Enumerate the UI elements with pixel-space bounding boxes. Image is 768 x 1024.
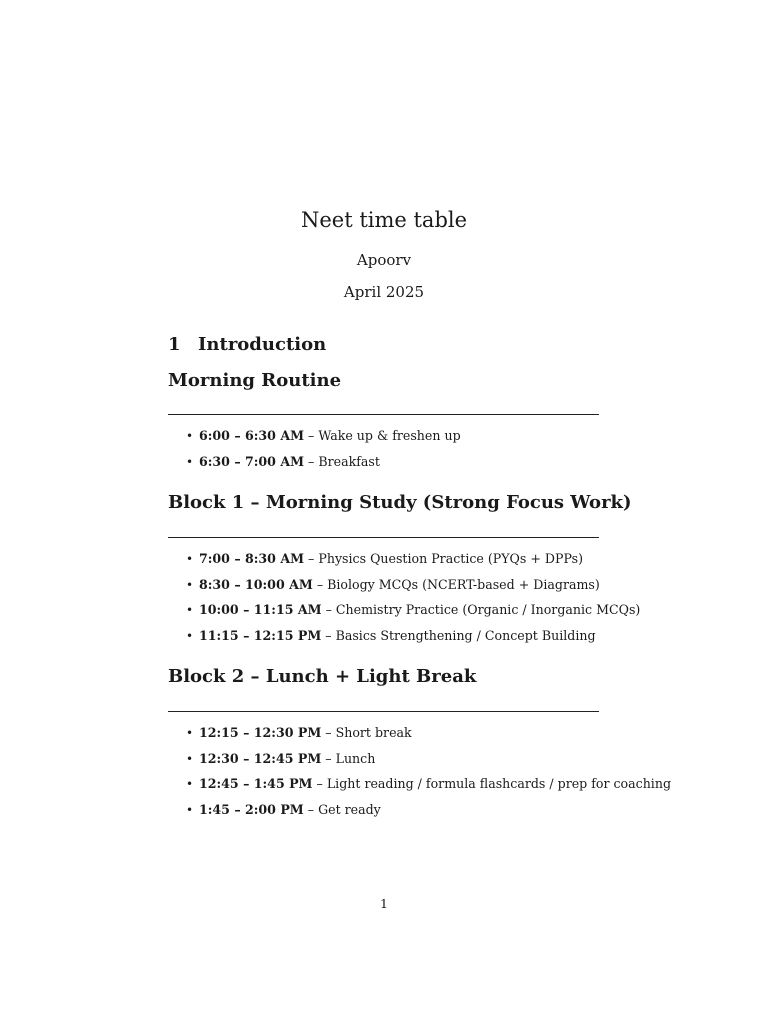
document-author: Apoorv <box>356 251 412 269</box>
item-time: 12:30 – 12:45 PM <box>199 750 322 766</box>
item-time: 12:45 – 1:45 PM <box>199 776 313 791</box>
schedule-item <box>168 627 608 653</box>
item-separator: – <box>304 453 319 469</box>
block-heading: Morning Routine <box>168 370 342 391</box>
block-divider <box>168 711 599 712</box>
item-activity: Biology MCQs (NCERT-based + Diagrams) <box>327 576 600 592</box>
item-time: 10:00 – 11:15 AM <box>199 602 322 617</box>
section-number: 1 <box>168 334 181 355</box>
item-separator: – <box>321 602 336 617</box>
schedule-block-lunch-break <box>168 665 672 825</box>
bullet-icon: • <box>186 802 194 817</box>
bullet-icon: • <box>186 454 194 469</box>
schedule-block-morning-routine <box>168 369 599 479</box>
item-time: 11:15 – 12:15 PM <box>199 627 322 643</box>
section-heading <box>168 333 326 357</box>
schedule-item <box>168 750 608 776</box>
item-time: 6:30 – 7:00 AM <box>199 453 305 469</box>
bullet-icon: • <box>186 751 194 766</box>
block-divider <box>168 537 599 538</box>
item-separator: – <box>321 750 336 766</box>
schedule-item <box>168 801 608 827</box>
item-time: 1:45 – 2:00 PM <box>199 801 304 817</box>
bullet-icon: • <box>186 577 194 592</box>
schedule-list <box>168 427 608 478</box>
item-separator: – <box>312 576 328 592</box>
schedule-block-morning-study <box>168 491 641 651</box>
item-time: 8:30 – 10:00 AM <box>199 576 313 592</box>
item-separator: – <box>321 627 336 643</box>
item-activity: Wake up & freshen up <box>318 428 461 443</box>
schedule-item <box>168 453 608 479</box>
section-title: Introduction <box>198 334 327 355</box>
item-separator: – <box>304 428 319 443</box>
bullet-icon: • <box>186 726 194 740</box>
item-activity: Short break <box>335 725 412 740</box>
schedule-item <box>168 576 608 602</box>
schedule-item <box>168 550 608 576</box>
document-title: Neet time table <box>300 208 468 232</box>
schedule-list <box>168 724 672 826</box>
item-separator: – <box>312 776 327 791</box>
bullet-icon: • <box>186 429 194 443</box>
block-heading: Block 2 – Lunch + Light Break <box>168 666 477 687</box>
bullet-icon: • <box>186 552 194 566</box>
schedule-item <box>168 724 608 750</box>
item-activity: Light reading / formula flashcards / prep for coaching <box>326 776 672 791</box>
item-time: 12:15 – 12:30 PM <box>199 725 322 740</box>
bullet-icon: • <box>186 603 194 617</box>
page-number: 1 <box>380 896 388 911</box>
bullet-icon: • <box>186 628 194 643</box>
item-activity: Basics Strengthening / Concept Building <box>335 627 596 643</box>
schedule-item <box>168 427 608 453</box>
item-activity: Chemistry Practice (Organic / Inorganic MCQs) <box>335 602 641 617</box>
item-activity: Get ready <box>318 801 381 817</box>
item-separator: – <box>304 551 319 566</box>
item-time: 7:00 – 8:30 AM <box>199 551 305 566</box>
schedule-item <box>168 601 641 627</box>
item-time: 6:00 – 6:30 AM <box>199 428 305 443</box>
block-divider <box>168 414 599 415</box>
bullet-icon: • <box>186 777 194 791</box>
schedule-list <box>168 550 641 652</box>
item-activity: Breakfast <box>318 453 380 469</box>
document-date: April 2025 <box>343 283 425 301</box>
schedule-item <box>168 775 672 801</box>
block-heading: Block 1 – Morning Study (Strong Focus Work) <box>168 492 632 513</box>
item-activity: Physics Question Practice (PYQs + DPPs) <box>318 551 583 566</box>
item-activity: Lunch <box>335 750 376 766</box>
item-separator: – <box>321 725 336 740</box>
item-separator: – <box>303 801 319 817</box>
